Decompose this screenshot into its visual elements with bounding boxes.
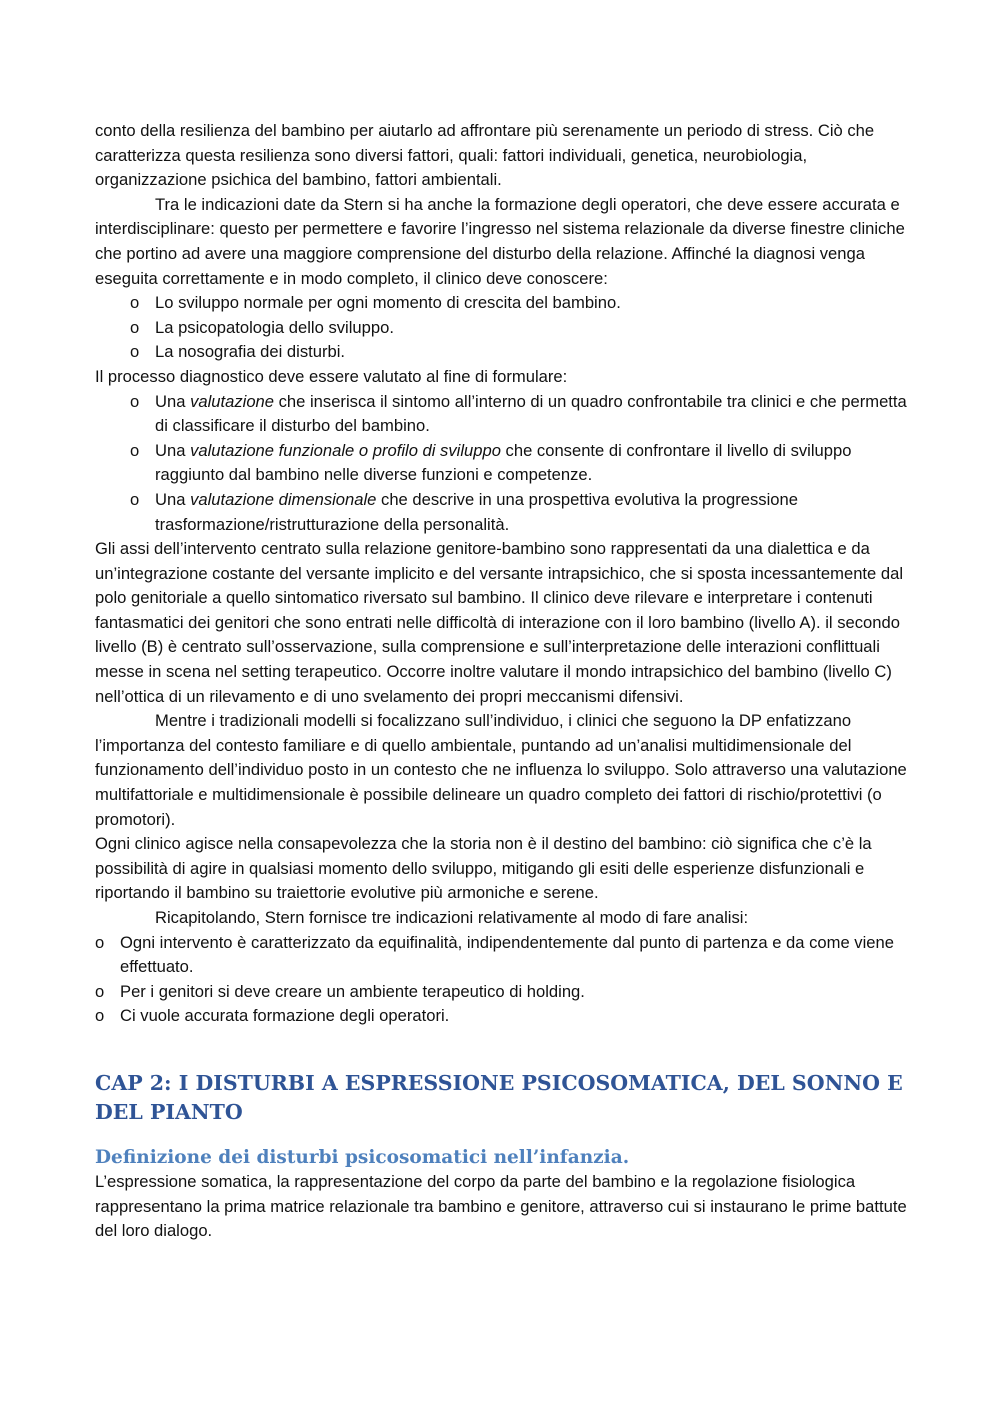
list-item: o Per i genitori si deve creare un ambiente terapeutico di holding. [95, 980, 910, 1005]
paragraph-somatic-expression: L’espressione somatica, la rappresentazione del corpo da parte del bambino e la regolazione fisiologica rappresentano la prima matrice relazionale tra bambino e genitore, attraverso cui si instaurano le prime battute del loro dialogo. [95, 1171, 907, 1241]
paragraph-dp-models: Mentre i tradizionali modelli si focalizzano sull’individuo, i clinici che seguono la DP enfatizzano l’importanza del contesto familiare e di quello ambientale, puntando ad un’analisi multidimensionale del funzionamento dell’individuo posto in un contesto che ne influenza lo sviluppo. Solo attraverso una valutazione multifattoriale e multidimensionale è possibile delineare un quadro completo dei fattori di rischio/protettivi (o promotori). [95, 711, 907, 829]
list-item: o Una valutazione che inserisca il sintomo all’interno di un quadro confrontabile tra clinici e che permetta di classificare il disturbo del bambino. [130, 391, 907, 436]
section-heading: Definizione dei disturbi psicosomatici nell’infanzia. [95, 1146, 630, 1168]
paragraph-resilience: conto della resilienza del bambino per aiutarlo ad affrontare più serenamente un periodo di stress. Ciò che caratterizza questa resilienza sono diversi fattori, quali: fattori individuali, genetica, neurobiologia, organizzazione psichica del bambino, fattori ambientali. [95, 121, 875, 190]
list-stern-indications [95, 931, 910, 1029]
list-item: o Una valutazione funzionale o profilo di sviluppo che consente di confrontare il livello di sviluppo raggiunto dal bambino nelle diverse funzioni e competenze. [130, 440, 852, 485]
paragraph-diagnostic-process: Il processo diagnostico deve essere valutato al fine di formulare: [95, 366, 568, 386]
list-item: o Una valutazione dimensionale che descrive in una prospettiva evolutiva la progressione trasformazione/ristrutturazione della personalità. [130, 489, 798, 534]
paragraph-intervention-axes: Gli assi dell’intervento centrato sulla relazione genitore-bambino sono rappresentati da una dialettica e da un’integrazione costante del versante implicito e del versante intrapsichico, che si sposta incessantemente dal polo genitoriale a quello sintomatico riversato sul bambino. Il clinico deve rilevare e interpretare i contenuti fantasmatici dei genitori che sono entrati nelle difficoltà di interazione con il loro bambino (livello A). il secondo livello (B) è centrato sull’osservazione, sulla comprensione e sull’interpretazione delle interazioni conflittuali messe in scena nel setting terapeutico. Occorre inoltre valutare il mondo intrapsichico del bambino (livello C) nell’ottica di un rilevamento e di uno svelamento dei propri meccanismi difensivi. [95, 539, 904, 706]
bullet-o-icon: o [130, 440, 140, 460]
bullet-o-icon: o [130, 342, 140, 362]
bullet-o-icon: o [95, 981, 105, 1001]
paragraph-operator-training: Tra le indicazioni date da Stern si ha anche la formazione degli operatori, che deve essere accurata e interdisciplinare: questo per permettere e favorire l’ingresso nel sistema relazionale da diverse finestre cliniche che portino ad avere una maggiore comprensione del disturbo della relazione. Affinché la diagnosi venga eseguita correttamente e in modo completo, il clinico deve conoscere: [95, 194, 905, 288]
list-item: o La psicopatologia dello sviluppo. [130, 316, 910, 341]
document-page [95, 119, 910, 1244]
list-item: o Ogni intervento è caratterizzato da equifinalità, indipendentemente dal punto di partenza e da come viene effettuato. [95, 932, 894, 977]
list-item: o La nosografia dei disturbi. [130, 340, 910, 365]
bullet-o-icon: o [95, 932, 105, 952]
bullet-o-icon: o [95, 1006, 105, 1026]
list-clinician-knowledge [95, 291, 910, 365]
paragraph-summary-intro: Ricapitolando, Stern fornisce tre indicazioni relativamente al modo di fare analisi: [155, 908, 749, 927]
bullet-o-icon: o [130, 489, 140, 509]
paragraph-clinician-awareness: Ogni clinico agisce nella consapevolezza che la storia non è il destino del bambino: ciò significa che c’è la possibilità di agire in qualsiasi momento dello sviluppo, mitigando gli esiti delle esperienze disfunzionali e riportando il bambino su traiettorie evolutive più armoniche e serene. [95, 834, 872, 903]
list-item: o Lo sviluppo normale per ogni momento di crescita del bambino. [130, 291, 910, 316]
bullet-o-icon: o [130, 317, 140, 337]
chapter-heading: CAP 2: I DISTURBI A ESPRESSIONE PSICOSOMATICA, DEL SONNO E DEL PIANTO [95, 1070, 903, 1124]
list-evaluations [95, 390, 910, 538]
list-item: o Ci vuole accurata formazione degli operatori. [95, 1004, 910, 1029]
bullet-o-icon: o [130, 293, 140, 313]
bullet-o-icon: o [130, 391, 140, 411]
